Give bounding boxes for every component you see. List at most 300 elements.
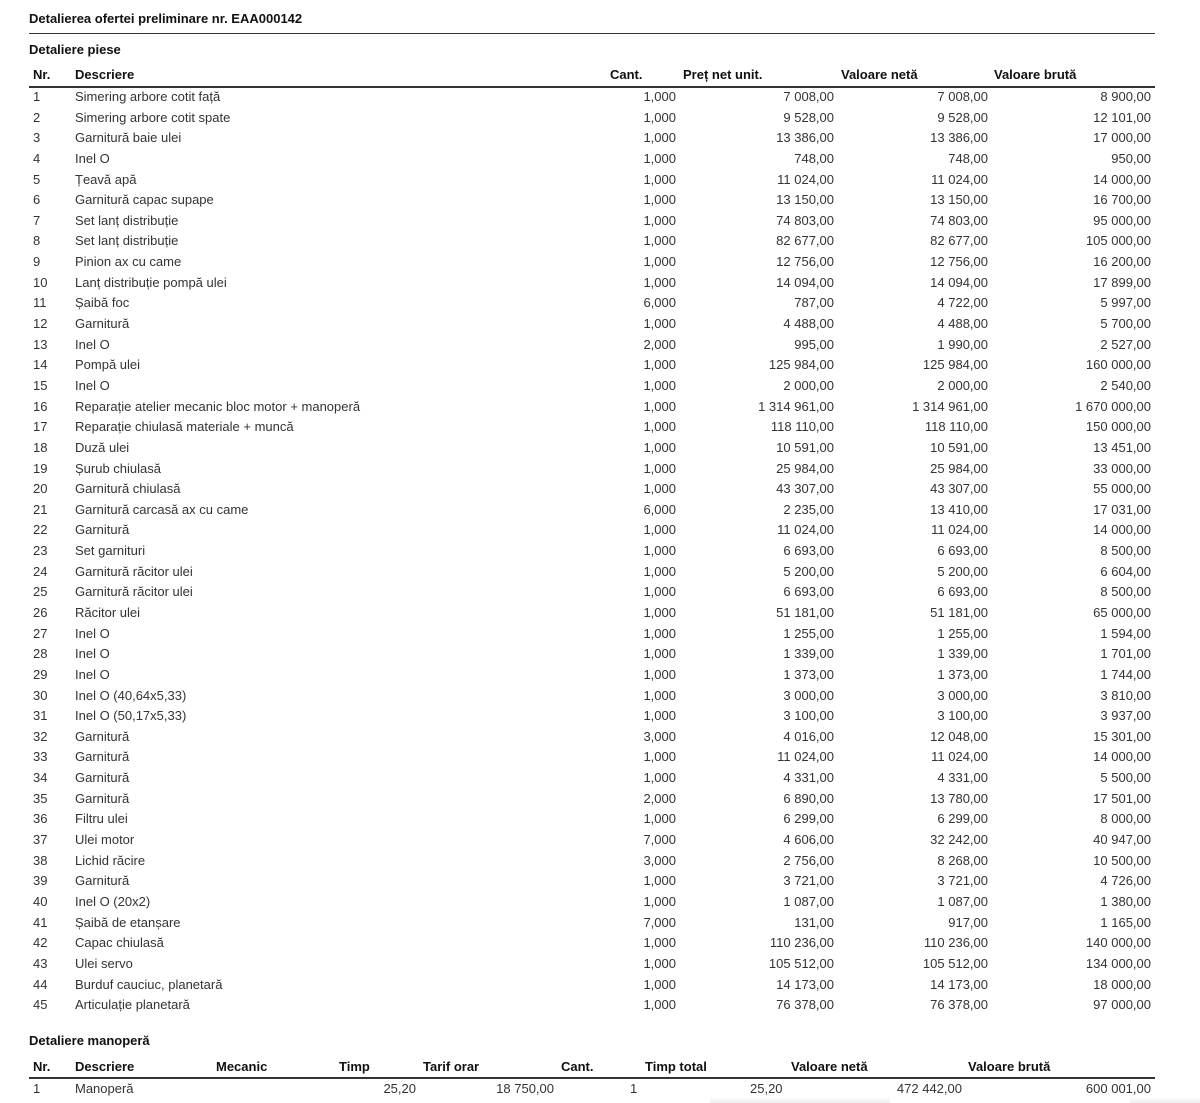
labor-cell-time: 25,20 <box>383 1081 416 1096</box>
parts-cell-qty: 1,000 <box>643 749 676 765</box>
parts-cell-description: Garnitură <box>75 770 130 786</box>
document-title: Detalierea ofertei preliminare nr. EAA000142 <box>29 11 303 26</box>
parts-header-unit-net-price: Preț net unit. <box>683 67 763 82</box>
parts-cell-description: Inel O (40,64x5,33) <box>75 687 187 703</box>
parts-cell-description: Lanț distribuție pompă ulei <box>75 274 227 290</box>
parts-table-row <box>0 997 1200 1013</box>
parts-cell-gross-value: 150 000,00 <box>1085 419 1151 435</box>
parts-table-row <box>0 213 1200 229</box>
parts-cell-unit-net-price: 14 094,00 <box>776 274 834 290</box>
parts-cell-unit-net-price: 13 386,00 <box>776 130 834 146</box>
parts-table-row <box>0 316 1200 332</box>
parts-cell-qty: 6,000 <box>643 295 676 311</box>
parts-cell-unit-net-price: 4 331,00 <box>783 770 834 786</box>
parts-cell-description: Inel O <box>75 625 110 641</box>
parts-cell-net-value: 9 528,00 <box>937 109 988 125</box>
parts-cell-net-value: 13 410,00 <box>930 501 988 517</box>
parts-cell-nr: 15 <box>33 377 48 393</box>
parts-cell-net-value: 51 181,00 <box>930 605 988 620</box>
parts-cell-gross-value: 13 451,00 <box>1093 439 1151 455</box>
parts-cell-description: Burduf cauciuc, planetară <box>75 976 223 992</box>
parts-cell-qty: 1,000 <box>643 419 676 435</box>
parts-table-row <box>0 956 1200 972</box>
parts-cell-unit-net-price: 25 984,00 <box>776 460 834 476</box>
parts-cell-net-value: 11 024,00 <box>931 749 988 765</box>
labor-header-hourly-rate: Tarif orar <box>423 1059 480 1074</box>
parts-cell-description: Pinion ax cu came <box>75 254 182 270</box>
parts-cell-qty: 1,000 <box>643 274 676 290</box>
labor-cell-gross-value: 600 001,00 <box>1085 1081 1151 1096</box>
parts-cell-description: Garnitură <box>75 728 130 744</box>
parts-cell-gross-value: 18 000,00 <box>1093 976 1151 992</box>
parts-cell-gross-value: 134 000,00 <box>1085 955 1151 971</box>
parts-cell-nr: 27 <box>33 625 48 641</box>
labor-table-row <box>0 1081 1200 1097</box>
parts-cell-description: Filtru ulei <box>75 811 128 827</box>
parts-cell-gross-value: 14 000,00 <box>1093 749 1151 765</box>
parts-cell-qty: 2,000 <box>643 336 676 352</box>
parts-table-row <box>0 626 1200 642</box>
parts-cell-nr: 5 <box>33 171 41 187</box>
parts-cell-description: Lichid răcire <box>75 852 146 868</box>
parts-table-row <box>0 584 1200 600</box>
page-edge-shadow <box>1130 1097 1200 1103</box>
parts-cell-nr: 31 <box>33 708 48 724</box>
parts-cell-net-value: 1 339,00 <box>937 646 988 662</box>
parts-cell-qty: 1,000 <box>643 460 676 476</box>
parts-cell-net-value: 118 110,00 <box>924 419 988 435</box>
parts-cell-nr: 25 <box>33 584 48 600</box>
parts-cell-unit-net-price: 118 110,00 <box>770 419 834 435</box>
parts-cell-net-value: 14 173,00 <box>930 976 988 992</box>
parts-cell-qty: 1,000 <box>643 976 676 992</box>
parts-cell-qty: 1,000 <box>643 666 676 682</box>
parts-cell-unit-net-price: 787,00 <box>794 295 834 311</box>
parts-cell-qty: 7,000 <box>643 832 676 848</box>
parts-cell-nr: 38 <box>33 852 48 868</box>
parts-cell-nr: 12 <box>33 316 48 332</box>
parts-cell-net-value: 10 591,00 <box>930 439 988 455</box>
parts-cell-gross-value: 3 937,00 <box>1100 708 1151 724</box>
parts-table-row <box>0 378 1200 394</box>
parts-table-row <box>0 564 1200 580</box>
parts-table-row <box>0 729 1200 745</box>
parts-cell-nr: 4 <box>33 150 41 166</box>
parts-cell-unit-net-price: 76 378,00 <box>776 997 834 1013</box>
parts-cell-qty: 1,000 <box>643 563 676 579</box>
labor-cell-description: Manoperă <box>75 1081 134 1096</box>
parts-cell-gross-value: 65 000,00 <box>1093 605 1151 620</box>
parts-cell-nr: 45 <box>33 997 48 1013</box>
parts-cell-gross-value: 17 031,00 <box>1093 501 1151 517</box>
labor-header-total-time: Timp total <box>645 1059 707 1074</box>
parts-table-row <box>0 275 1200 291</box>
parts-cell-gross-value: 16 200,00 <box>1093 254 1151 270</box>
labor-header-time: Timp <box>339 1059 370 1074</box>
parts-cell-description: Garnitură <box>75 316 130 332</box>
parts-cell-unit-net-price: 6 693,00 <box>783 584 834 600</box>
parts-header-divider <box>29 86 1155 88</box>
parts-cell-qty: 1,000 <box>643 935 676 951</box>
parts-cell-nr: 18 <box>33 439 48 455</box>
parts-cell-qty: 1,000 <box>643 171 676 187</box>
parts-cell-qty: 1,000 <box>643 89 676 104</box>
parts-cell-unit-net-price: 82 677,00 <box>776 233 834 249</box>
parts-cell-nr: 7 <box>33 212 41 228</box>
parts-table-row <box>0 172 1200 188</box>
parts-table-row <box>0 749 1200 765</box>
parts-table-row <box>0 233 1200 249</box>
parts-cell-gross-value: 6 604,00 <box>1100 563 1151 579</box>
parts-cell-unit-net-price: 110 236,00 <box>769 935 834 951</box>
parts-header-nr: Nr. <box>33 67 51 82</box>
parts-cell-net-value: 125 984,00 <box>922 357 988 373</box>
parts-cell-nr: 30 <box>33 687 48 703</box>
parts-cell-net-value: 3 000,00 <box>937 687 988 703</box>
title-divider <box>29 33 1155 34</box>
parts-cell-description: Garnitură răcitor ulei <box>75 584 193 600</box>
parts-table-row <box>0 688 1200 704</box>
parts-cell-net-value: 14 094,00 <box>930 274 988 290</box>
parts-cell-description: Garnitură <box>75 790 130 806</box>
parts-cell-gross-value: 8 000,00 <box>1100 811 1151 827</box>
parts-cell-description: Șaibă de etanșare <box>75 914 181 930</box>
parts-cell-unit-net-price: 4 016,00 <box>783 728 834 744</box>
parts-cell-gross-value: 17 000,00 <box>1093 130 1151 146</box>
parts-cell-nr: 28 <box>33 646 48 662</box>
parts-cell-unit-net-price: 5 200,00 <box>783 563 834 579</box>
parts-table-row <box>0 481 1200 497</box>
labor-header-nr: Nr. <box>33 1059 51 1074</box>
parts-cell-net-value: 6 299,00 <box>937 811 988 827</box>
parts-cell-unit-net-price: 1 255,00 <box>783 625 834 641</box>
parts-cell-description: Duză ulei <box>75 439 130 455</box>
parts-cell-gross-value: 3 810,00 <box>1100 687 1151 703</box>
parts-cell-unit-net-price: 11 024,00 <box>777 749 834 765</box>
parts-cell-gross-value: 16 700,00 <box>1093 192 1151 208</box>
parts-cell-description: Simering arbore cotit spate <box>75 109 231 125</box>
parts-cell-nr: 41 <box>33 914 48 930</box>
parts-cell-net-value: 13 150,00 <box>930 192 988 208</box>
parts-cell-gross-value: 2 540,00 <box>1100 377 1151 393</box>
parts-cell-qty: 1,000 <box>643 377 676 393</box>
parts-cell-gross-value: 33 000,00 <box>1093 460 1151 476</box>
parts-cell-gross-value: 14 000,00 <box>1093 171 1151 187</box>
parts-table-row <box>0 89 1200 105</box>
parts-cell-unit-net-price: 11 024,00 <box>777 522 834 538</box>
parts-cell-gross-value: 1 744,00 <box>1100 666 1151 682</box>
parts-table-row <box>0 522 1200 538</box>
parts-cell-description: Capac chiulasă <box>75 935 164 951</box>
parts-table-row <box>0 791 1200 807</box>
parts-cell-qty: 1,000 <box>643 109 676 125</box>
parts-cell-net-value: 4 331,00 <box>937 770 988 786</box>
parts-cell-unit-net-price: 3 721,00 <box>783 873 834 889</box>
labor-header-gross-value: Valoare brută <box>968 1059 1051 1074</box>
parts-cell-gross-value: 95 000,00 <box>1093 212 1151 228</box>
parts-cell-net-value: 6 693,00 <box>937 543 988 559</box>
labor-cell-hourly-rate: 18 750,00 <box>496 1081 554 1096</box>
labor-header-mechanic: Mecanic <box>216 1059 268 1074</box>
parts-cell-qty: 1,000 <box>643 316 676 332</box>
parts-cell-unit-net-price: 131,00 <box>794 914 834 930</box>
parts-cell-gross-value: 17 899,00 <box>1093 274 1151 290</box>
parts-cell-nr: 33 <box>33 749 48 765</box>
parts-cell-unit-net-price: 51 181,00 <box>776 605 834 620</box>
parts-cell-description: Șurub chiulasă <box>75 460 161 476</box>
parts-cell-net-value: 12 048,00 <box>930 728 988 744</box>
parts-cell-qty: 1,000 <box>643 708 676 724</box>
parts-cell-net-value: 2 000,00 <box>937 377 988 393</box>
parts-cell-unit-net-price: 12 756,00 <box>776 254 834 270</box>
parts-cell-description: Ulei servo <box>75 955 133 971</box>
page-edge-shadow <box>710 1097 890 1103</box>
parts-cell-nr: 17 <box>33 419 48 435</box>
parts-cell-unit-net-price: 4 606,00 <box>783 832 834 848</box>
parts-cell-unit-net-price: 10 591,00 <box>776 439 834 455</box>
parts-cell-unit-net-price: 14 173,00 <box>776 976 834 992</box>
parts-cell-nr: 8 <box>33 233 41 249</box>
parts-cell-gross-value: 105 000,00 <box>1085 233 1151 249</box>
parts-cell-unit-net-price: 2 756,00 <box>783 852 834 868</box>
parts-cell-unit-net-price: 1 087,00 <box>783 893 834 909</box>
parts-cell-net-value: 1 373,00 <box>937 666 988 682</box>
parts-cell-net-value: 11 024,00 <box>931 171 988 187</box>
parts-cell-description: Reparație atelier mecanic bloc motor + manoperă <box>75 398 361 414</box>
parts-table-row <box>0 894 1200 910</box>
parts-cell-unit-net-price: 125 984,00 <box>768 357 834 373</box>
parts-cell-unit-net-price: 6 693,00 <box>783 543 834 559</box>
parts-cell-net-value: 748,00 <box>948 150 988 166</box>
parts-cell-nr: 40 <box>33 893 48 909</box>
parts-cell-description: Garnitură carcasă ax cu came <box>75 501 249 517</box>
parts-table-row <box>0 130 1200 146</box>
parts-cell-qty: 1,000 <box>643 893 676 909</box>
parts-cell-qty: 1,000 <box>643 192 676 208</box>
labor-cell-qty: 1 <box>630 1081 638 1096</box>
parts-cell-gross-value: 160 000,00 <box>1085 357 1151 373</box>
parts-cell-qty: 7,000 <box>643 914 676 930</box>
parts-cell-nr: 21 <box>33 501 48 517</box>
parts-cell-nr: 32 <box>33 728 48 744</box>
parts-cell-qty: 1,000 <box>643 811 676 827</box>
parts-table-row <box>0 399 1200 415</box>
parts-cell-gross-value: 5 500,00 <box>1100 770 1151 786</box>
parts-cell-description: Garnitură răcitor ulei <box>75 563 193 579</box>
parts-cell-description: Set lanț distribuție <box>75 212 179 228</box>
parts-cell-description: Inel O (20x2) <box>75 893 151 909</box>
parts-cell-qty: 2,000 <box>643 790 676 806</box>
parts-cell-nr: 20 <box>33 481 48 497</box>
parts-cell-gross-value: 17 501,00 <box>1093 790 1151 806</box>
labor-cell-nr: 1 <box>33 1081 41 1096</box>
parts-cell-description: Pompă ulei <box>75 357 141 373</box>
parts-cell-unit-net-price: 748,00 <box>794 150 834 166</box>
parts-cell-qty: 6,000 <box>643 501 676 517</box>
parts-cell-nr: 26 <box>33 605 48 620</box>
parts-cell-description: Inel O <box>75 666 110 682</box>
parts-table-row <box>0 543 1200 559</box>
parts-cell-net-value: 4 722,00 <box>937 295 988 311</box>
labor-header-divider <box>29 1077 1155 1079</box>
parts-cell-net-value: 1 087,00 <box>937 893 988 909</box>
parts-cell-net-value: 32 242,00 <box>930 832 988 848</box>
parts-cell-qty: 1,000 <box>643 770 676 786</box>
parts-cell-net-value: 12 756,00 <box>930 254 988 270</box>
parts-table-row <box>0 873 1200 889</box>
labor-header-net-value: Valoare netă <box>791 1059 868 1074</box>
parts-cell-nr: 39 <box>33 873 48 889</box>
parts-cell-unit-net-price: 1 314 961,00 <box>758 398 834 414</box>
parts-cell-qty: 1,000 <box>643 625 676 641</box>
parts-cell-net-value: 1 990,00 <box>937 336 988 352</box>
parts-cell-description: Inel O (50,17x5,33) <box>75 708 187 724</box>
parts-cell-unit-net-price: 105 512,00 <box>768 955 834 971</box>
parts-cell-net-value: 7 008,00 <box>937 89 988 104</box>
parts-cell-nr: 22 <box>33 522 48 538</box>
parts-table-row <box>0 461 1200 477</box>
labor-cell-total-time: 25,20 <box>750 1081 783 1096</box>
parts-cell-qty: 1,000 <box>643 873 676 889</box>
parts-cell-net-value: 74 803,00 <box>930 212 988 228</box>
parts-cell-gross-value: 1 670 000,00 <box>1075 398 1151 414</box>
parts-cell-nr: 37 <box>33 832 48 848</box>
parts-header-gross-value: Valoare brută <box>994 67 1077 82</box>
parts-cell-description: Garnitură capac supape <box>75 192 214 208</box>
parts-table-row <box>0 708 1200 724</box>
parts-cell-nr: 42 <box>33 935 48 951</box>
parts-cell-unit-net-price: 13 150,00 <box>776 192 834 208</box>
parts-cell-unit-net-price: 9 528,00 <box>783 109 834 125</box>
parts-cell-net-value: 917,00 <box>948 914 988 930</box>
parts-cell-description: Țeavă apă <box>75 171 137 187</box>
parts-cell-nr: 13 <box>33 336 48 352</box>
parts-cell-gross-value: 55 000,00 <box>1093 481 1151 497</box>
parts-cell-nr: 6 <box>33 192 41 208</box>
parts-cell-net-value: 43 307,00 <box>930 481 988 497</box>
parts-cell-net-value: 11 024,00 <box>931 522 988 538</box>
parts-cell-nr: 2 <box>33 109 41 125</box>
parts-cell-qty: 1,000 <box>643 398 676 414</box>
parts-cell-description: Inel O <box>75 646 110 662</box>
parts-cell-gross-value: 8 500,00 <box>1100 543 1151 559</box>
parts-cell-description: Articulație planetară <box>75 997 190 1013</box>
parts-cell-qty: 1,000 <box>643 150 676 166</box>
parts-cell-qty: 1,000 <box>643 233 676 249</box>
parts-table-row <box>0 192 1200 208</box>
parts-cell-qty: 1,000 <box>643 357 676 373</box>
parts-cell-nr: 24 <box>33 563 48 579</box>
parts-section-title: Detaliere piese <box>29 42 121 57</box>
parts-table-row <box>0 770 1200 786</box>
parts-cell-unit-net-price: 1 339,00 <box>783 646 834 662</box>
parts-cell-description: Garnitură baie ulei <box>75 130 182 146</box>
parts-cell-net-value: 5 200,00 <box>937 563 988 579</box>
parts-cell-description: Garnitură <box>75 873 130 889</box>
parts-cell-net-value: 76 378,00 <box>930 997 988 1013</box>
parts-cell-description: Garnitură <box>75 749 130 765</box>
parts-cell-nr: 36 <box>33 811 48 827</box>
parts-cell-nr: 29 <box>33 666 48 682</box>
parts-cell-nr: 1 <box>33 89 41 104</box>
parts-table-row <box>0 440 1200 456</box>
parts-table-row <box>0 915 1200 931</box>
parts-cell-nr: 9 <box>33 254 41 270</box>
parts-cell-gross-value: 8 500,00 <box>1100 584 1151 600</box>
parts-cell-gross-value: 5 997,00 <box>1100 295 1151 311</box>
parts-cell-unit-net-price: 11 024,00 <box>777 171 834 187</box>
parts-cell-gross-value: 40 947,00 <box>1093 832 1151 848</box>
parts-cell-qty: 1,000 <box>643 687 676 703</box>
parts-cell-gross-value: 10 500,00 <box>1093 852 1151 868</box>
parts-cell-gross-value: 97 000,00 <box>1093 997 1151 1013</box>
parts-table-row <box>0 811 1200 827</box>
parts-cell-nr: 44 <box>33 976 48 992</box>
labor-section-title: Detaliere manoperă <box>29 1033 150 1048</box>
parts-cell-net-value: 3 721,00 <box>937 873 988 889</box>
parts-cell-qty: 1,000 <box>643 646 676 662</box>
parts-cell-unit-net-price: 4 488,00 <box>783 316 834 332</box>
parts-cell-qty: 1,000 <box>643 605 676 620</box>
parts-cell-unit-net-price: 995,00 <box>794 336 834 352</box>
parts-cell-description: Garnitură chiulasă <box>75 481 181 497</box>
parts-cell-qty: 1,000 <box>643 584 676 600</box>
parts-cell-nr: 43 <box>33 955 48 971</box>
parts-cell-qty: 1,000 <box>643 955 676 971</box>
parts-table-row <box>0 832 1200 848</box>
parts-cell-description: Garnitură <box>75 522 130 538</box>
parts-cell-net-value: 4 488,00 <box>937 316 988 332</box>
parts-cell-gross-value: 12 101,00 <box>1093 109 1151 125</box>
parts-cell-nr: 10 <box>33 274 48 290</box>
parts-cell-qty: 1,000 <box>643 543 676 559</box>
parts-cell-description: Reparație chiulasă materiale + muncă <box>75 419 294 435</box>
parts-cell-nr: 16 <box>33 398 48 414</box>
parts-cell-net-value: 110 236,00 <box>923 935 988 951</box>
parts-cell-description: Inel O <box>75 150 110 166</box>
parts-table-row <box>0 337 1200 353</box>
parts-cell-gross-value: 4 726,00 <box>1100 873 1151 889</box>
parts-cell-unit-net-price: 6 890,00 <box>783 790 834 806</box>
parts-cell-gross-value: 14 000,00 <box>1093 522 1151 538</box>
parts-cell-qty: 1,000 <box>643 522 676 538</box>
parts-cell-gross-value: 950,00 <box>1111 150 1151 166</box>
labor-header-qty: Cant. <box>561 1059 594 1074</box>
parts-cell-nr: 19 <box>33 460 48 476</box>
parts-table-row <box>0 605 1200 621</box>
parts-cell-qty: 1,000 <box>643 481 676 497</box>
parts-header-description: Descriere <box>75 67 135 82</box>
parts-cell-nr: 14 <box>33 357 48 373</box>
parts-table-row <box>0 295 1200 311</box>
parts-cell-nr: 3 <box>33 130 41 146</box>
parts-cell-unit-net-price: 2 000,00 <box>783 377 834 393</box>
parts-cell-qty: 3,000 <box>643 852 676 868</box>
parts-cell-description: Ulei motor <box>75 832 135 848</box>
parts-cell-qty: 1,000 <box>643 254 676 270</box>
parts-cell-nr: 35 <box>33 790 48 806</box>
parts-table-row <box>0 977 1200 993</box>
parts-cell-description: Simering arbore cotit față <box>75 89 221 104</box>
parts-cell-qty: 1,000 <box>643 212 676 228</box>
parts-cell-net-value: 105 512,00 <box>922 955 988 971</box>
parts-cell-net-value: 25 984,00 <box>930 460 988 476</box>
parts-cell-gross-value: 1 380,00 <box>1100 893 1151 909</box>
parts-cell-qty: 1,000 <box>643 997 676 1013</box>
parts-header-qty: Cant. <box>610 67 643 82</box>
parts-cell-unit-net-price: 7 008,00 <box>783 89 834 104</box>
parts-cell-unit-net-price: 3 000,00 <box>783 687 834 703</box>
